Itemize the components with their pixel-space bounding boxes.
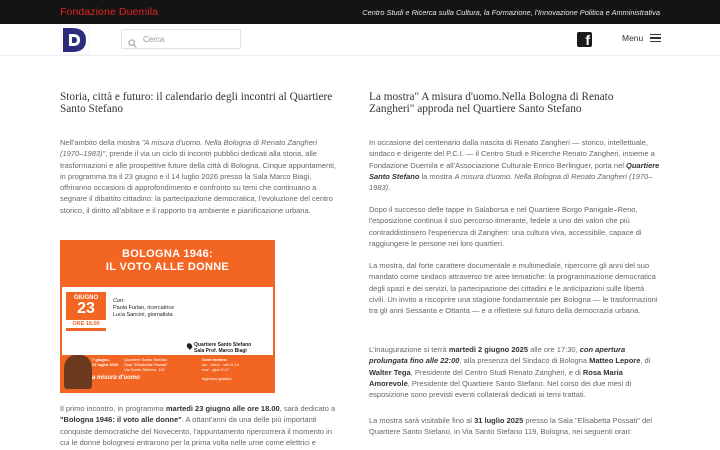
poster-place: Quartiere Santo Stefano Sala "Elisabetta Possati" Via Santo Stefano, 119 [124, 357, 168, 372]
poster-venue-line-1: Quartiere Santo Stefano [194, 342, 252, 348]
tagline: Centro Studi e Ricerca sulla Cultura, la Formazione, l'Innovazione Politica e Amministrativa [362, 7, 660, 17]
left-article-intro: Nell'ambito della mostra "A misura d'uomo. Nella Bologna di Renato Zangheri (1970–1983)", prende il via un ciclo di incontri pubblici dedicati alla storia, alle trasformazioni e alle prospettive future della città di Bologna. Cinque appuntamenti, in programma tra il 23 giugno e il 14 luglio 2026 presso la Sala Marco Biagi, offriranno occasioni di approfondimento e confronto su temi che continuano a segnare il dibattito cittadino: la partecipazione democratica, l'evoluzione del centro storico, il diritto all'abitare e il rapporto tra ambiente e pianificazione urbana. [60, 138, 336, 215]
right-article-paragraph-1: In occasione del centenario dalla nascita di Renato Zangheri — storico, intellettuale, sindaco e dirigente del P.C.I. — il Centro Studi e Ricerche Renato Zangheri, insieme a Fondazione Duemila e all'Associazione Culturale Enrico Berlinguer, porta nel Quartiere Santo Stefano la mostra A misura d'uomo. Nella Bologna di Renato Zangheri (1970–1983). [369, 138, 660, 193]
top-bar [0, 0, 720, 24]
poster-footer-band [62, 355, 273, 391]
hamburger-icon [650, 34, 661, 43]
poster-speakers-intro: Con: [113, 298, 125, 304]
right-article-paragraph-2: Dopo il successo delle tappe in Salaborsa e nel Quartiere Borgo Panigale–Reno, l'esposizione continua il suo percorso itinerante, fedele a uno dei valori che più contraddistinsero l'esperienza di Zangheri: una cultura viva, accessibile, capace di raggiungere le persone nei loro quartieri. [369, 205, 642, 248]
poster-time: ORE 18.00 [66, 320, 106, 328]
search-icon[interactable] [128, 35, 137, 44]
zangheri-portrait [64, 355, 92, 389]
menu-label: Menu [622, 33, 644, 43]
poster-title-band [62, 242, 273, 287]
facebook-icon[interactable]: f [577, 32, 592, 47]
right-article-paragraph-5: La mostra sarà visitabile fino al 31 luglio 2025 presso la Sala "Elisabetta Possati" del Quartiere Santo Stefano, in Via Santo Stefano 119, Bologna, nei seguenti orari: [369, 416, 652, 437]
left-article-body: Il primo incontro, in programma martedì 23 giugno alle ore 18.00, sarà dedicato a "Bologna 1946: il voto alle donne". A ottant'anni da una delle più importanti conquiste democratiche del Novecento, l'appuntamento ripercorrerà il momento in cui le donne bolognesi entrarono per la prima volta nelle urne come elettrici e [60, 404, 336, 447]
poster-misura-logo: a misura d'uomo [92, 375, 140, 381]
poster-venue-line-2: Sala Prof. Marco Biagi [194, 348, 247, 354]
poster-date-badge [66, 292, 106, 331]
poster-speakers [113, 298, 174, 319]
poster-speaker-1: Paola Furlan, ricercatrice [113, 305, 175, 311]
location-pin-icon [186, 342, 194, 350]
right-article-paragraph-3: La mostra, dal forte carattere documentale e multimediale, ripercorre gli anni del suo mandato come sindaco attraverso tre aree tematiche: la programmazione democratica degli spazi e dei servizi, la partecipazione dei cittadini e le anticipazioni sulle libertà civili. Un invito a riscoprire una stagione fondamentale per Bologna — le trasformazioni tra gli anni Sessanta e Ottanta — e a riflettere sul futuro della democrazia urbana. [369, 261, 658, 316]
poster-title-line-2: IL VOTO ALLE DONNE [105, 261, 230, 273]
right-article-paragraph-4: L'inaugurazione si terrà martedì 2 giugno 2025 alle ore 17:30, con apertura prolungata fino alle 22:00, alla presenza del Sindaco di Bologna Matteo Lepore, di Walter Tega, Presidente del Centro Studi Renato Zangheri, e di Rosa Maria Amorevole, Presidente del Quartiere Santo Stefano. Nel corso dei due mesi di esposizione sono previsti eventi collaterali dedicati ai temi trattati. [369, 345, 651, 400]
menu-button[interactable] [622, 33, 661, 43]
poster-dates: 7 giugno- 21 luglio 2026 [92, 357, 119, 367]
poster-month: GIUGNO [73, 295, 99, 301]
right-article-title[interactable]: La mostra" A misura d'uomo.Nella Bologna di Renato Zangheri" approda nel Quartiere Santo Stefano [369, 91, 614, 115]
event-poster-image[interactable] [60, 240, 275, 393]
fondazione-duemila-logo[interactable] [60, 25, 90, 55]
poster-hours: Orari mostra: lun - merc - ven 9-14 mar - giov 9-17 ingresso gratuito [202, 357, 239, 381]
brand-name[interactable]: Fondazione Duemila [60, 6, 159, 18]
left-article-title[interactable]: Storia, città e futuro: il calendario degli incontri al Quartiere Santo Stefano [60, 91, 333, 115]
site-header [0, 24, 720, 56]
poster-day: 23 [77, 300, 95, 317]
search-input[interactable] [143, 35, 233, 44]
poster-venue [194, 342, 251, 354]
search-box[interactable] [121, 29, 241, 49]
poster-title-line-1: BOLOGNA 1946: [122, 248, 213, 260]
poster-speaker-2: Luca Sancini, giornalista [113, 312, 173, 318]
